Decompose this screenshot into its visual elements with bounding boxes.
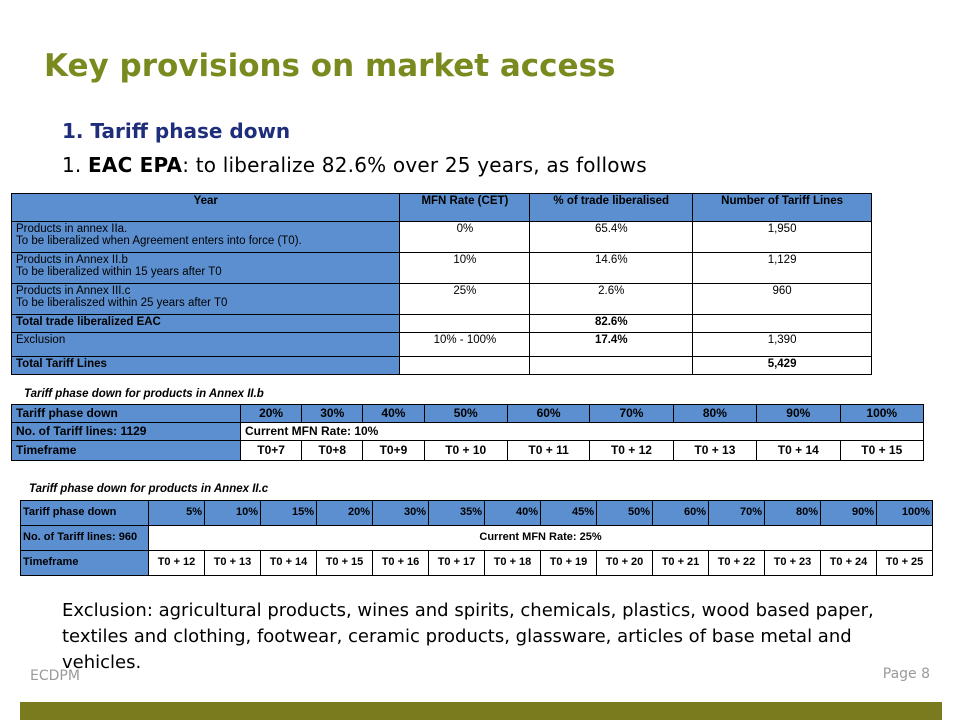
timeframe-cell: T0 + 12: [590, 441, 673, 461]
mfn-rate-cell: Current MFN Rate: 10%: [241, 423, 924, 441]
lines-cell: 5,429: [693, 357, 872, 375]
lines-cell: [693, 315, 872, 333]
timeframe-cell: T0 + 18: [485, 551, 541, 576]
percent-cell: 5%: [149, 501, 205, 526]
timeframe-cell: T0 + 15: [840, 441, 923, 461]
table-row: [12, 253, 872, 284]
timeframe-cell: T0 + 14: [757, 441, 840, 461]
timeframe-cell: T0+9: [363, 441, 424, 461]
percent-cell: 30%: [373, 501, 429, 526]
timeframe-cell: T0 + 20: [597, 551, 653, 576]
row-label: Total Tariff Lines: [12, 357, 400, 375]
timeframe-row: [21, 551, 933, 576]
percent-cell: 100%: [877, 501, 933, 526]
percent-cell: 35%: [429, 501, 485, 526]
timeframe-cell: T0 + 10: [424, 441, 507, 461]
mfn-cell: [400, 315, 530, 333]
row-label: [12, 253, 400, 284]
timeframe-cell: T0 + 12: [149, 551, 205, 576]
lines-cell: 960: [693, 284, 872, 315]
percent-cell: 90%: [821, 501, 877, 526]
lines-cell: 1,950: [693, 222, 872, 253]
percent-cell: 50%: [597, 501, 653, 526]
pct-cell: 17.4%: [530, 333, 693, 357]
timeframe-cell: T0 + 23: [765, 551, 821, 576]
percent-cell: 90%: [757, 405, 840, 423]
percent-cell: 10%: [205, 501, 261, 526]
timeframe-cell: T0 + 13: [673, 441, 756, 461]
lines-cell: 1,390: [693, 333, 872, 357]
subheading-rest: : to liberalize 82.6% over 25 years, as follows: [182, 153, 647, 177]
timeframe-cell: T0 + 14: [261, 551, 317, 576]
pct-cell: [530, 357, 693, 375]
row-label: No. of Tariff lines: 1129: [12, 423, 241, 441]
mfn-cell: 0%: [400, 222, 530, 253]
mfn-rate-cell: Current MFN Rate: 25%: [149, 526, 933, 551]
row-label: Timeframe: [21, 551, 149, 576]
timeframe-row: [12, 441, 924, 461]
timeframe-cell: T0+8: [302, 441, 363, 461]
pct-cell: 65.4%: [530, 222, 693, 253]
percent-cell: 20%: [317, 501, 373, 526]
row-label-line2: To be liberalized when Agreement enters into force (T0).: [16, 235, 302, 248]
tariff-lines-row: [12, 423, 924, 441]
table-row-exclusion: [12, 333, 872, 357]
row-label: Total trade liberalized EAC: [12, 315, 400, 333]
row-label: Tariff phase down: [12, 405, 241, 423]
percent-cell: 80%: [673, 405, 756, 423]
percent-cell: 70%: [590, 405, 673, 423]
liberalization-summary-table: [11, 193, 872, 375]
header-pct-liberalised: % of trade liberalised: [530, 194, 693, 222]
annex-iib-caption: Tariff phase down for products in Annex II.b: [24, 388, 264, 400]
table-row: [12, 222, 872, 253]
percent-cell: 40%: [485, 501, 541, 526]
timeframe-cell: T0 + 21: [653, 551, 709, 576]
percent-cell: 40%: [363, 405, 424, 423]
timeframe-cell: T0 + 15: [317, 551, 373, 576]
row-label-line1: Products in Annex III.c: [16, 285, 131, 297]
timeframe-cell: T0 + 19: [541, 551, 597, 576]
annex-iic-phase-table: [20, 500, 933, 576]
header-tariff-lines: Number of Tariff Lines: [693, 194, 872, 222]
page-title: Key provisions on market access: [44, 48, 616, 84]
timeframe-cell: T0 + 25: [877, 551, 933, 576]
footer-brand: ECDPM: [30, 668, 80, 684]
percent-cell: 60%: [507, 405, 589, 423]
percent-cell: 50%: [424, 405, 507, 423]
section-heading: 1. Tariff phase down: [62, 119, 291, 143]
timeframe-cell: T0+7: [241, 441, 302, 461]
lines-cell: 1,129: [693, 253, 872, 284]
annex-iib-phase-table: [11, 404, 924, 461]
row-label: No. of Tariff lines: 960: [21, 526, 149, 551]
table-header-row: [12, 194, 872, 222]
row-label-line1: Products in Annex II.b: [16, 254, 128, 266]
mfn-cell: 10%: [400, 253, 530, 284]
mfn-cell: 25%: [400, 284, 530, 315]
percent-cell: 15%: [261, 501, 317, 526]
row-label: [12, 222, 400, 253]
table-row: [12, 284, 872, 315]
pct-cell: 2.6%: [530, 284, 693, 315]
footer-bar: [20, 702, 942, 720]
phase-row: [12, 405, 924, 423]
row-label: [12, 284, 400, 315]
section-subheading: [62, 153, 647, 177]
percent-cell: 100%: [840, 405, 923, 423]
page-number: Page 8: [882, 666, 930, 682]
row-label: Timeframe: [12, 441, 241, 461]
timeframe-cell: T0 + 22: [709, 551, 765, 576]
pct-cell: 82.6%: [530, 315, 693, 333]
row-label-line2: To be liberaliszed within 25 years after T0: [16, 297, 228, 310]
phase-row: [21, 501, 933, 526]
percent-cell: 70%: [709, 501, 765, 526]
row-label: Tariff phase down: [21, 501, 149, 526]
exclusion-note: Exclusion: agricultural products, wines and spirits, chemicals, plastics, wood based paper, textiles and clothing, footwear, ceramic products, glassware, articles of base metal and vehicles.: [62, 600, 874, 673]
percent-cell: 30%: [302, 405, 363, 423]
mfn-cell: [400, 357, 530, 375]
timeframe-cell: T0 + 17: [429, 551, 485, 576]
annex-iic-caption: Tariff phase down for products in Annex II.c: [29, 483, 269, 495]
timeframe-cell: T0 + 24: [821, 551, 877, 576]
tariff-lines-row: [21, 526, 933, 551]
percent-cell: 20%: [241, 405, 302, 423]
mfn-cell: 10% - 100%: [400, 333, 530, 357]
timeframe-cell: T0 + 13: [205, 551, 261, 576]
header-mfn-rate: MFN Rate (CET): [400, 194, 530, 222]
row-label-line2: To be liberalized within 15 years after T0: [16, 266, 222, 279]
header-year: Year: [12, 194, 400, 222]
pct-cell: 14.6%: [530, 253, 693, 284]
subheading-bold: EAC EPA: [88, 153, 183, 177]
table-row-total-trade: [12, 315, 872, 333]
row-label-line1: Products in annex IIa.: [16, 223, 128, 235]
timeframe-cell: T0 + 11: [507, 441, 589, 461]
table-row-total-lines: [12, 357, 872, 375]
percent-cell: 60%: [653, 501, 709, 526]
percent-cell: 45%: [541, 501, 597, 526]
percent-cell: 80%: [765, 501, 821, 526]
timeframe-cell: T0 + 16: [373, 551, 429, 576]
row-label: Exclusion: [12, 333, 400, 357]
subheading-prefix: 1.: [62, 153, 89, 177]
